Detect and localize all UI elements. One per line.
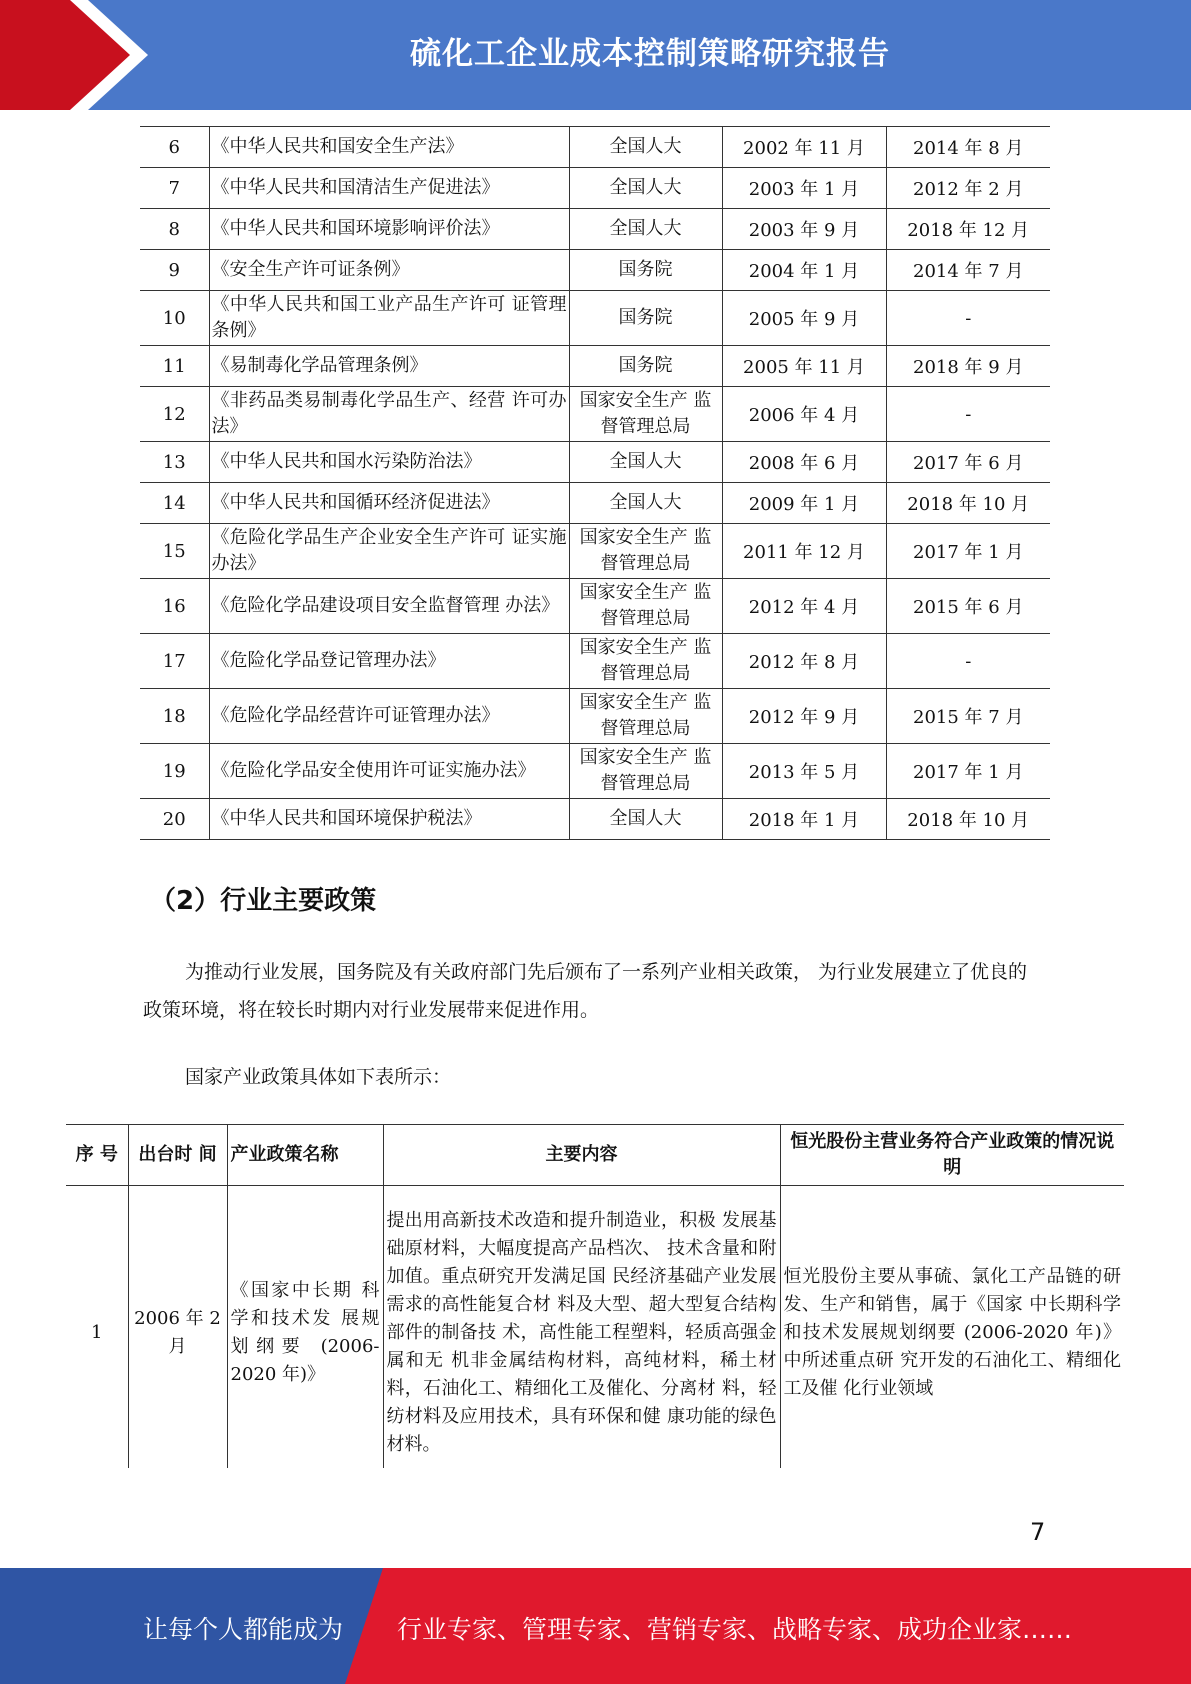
law-revised-date-cell: 2018 年 12 月: [886, 209, 1050, 250]
law-issued-date-cell: 2005 年 9 月: [722, 291, 886, 346]
page-footer: [0, 1568, 1191, 1684]
law-issued-date-cell: 2005 年 11 月: [722, 346, 886, 387]
law-no-cell: 11: [140, 346, 209, 387]
law-issuer-cell: 国家安全生产 监督管理总局: [569, 579, 722, 634]
law-issuer-cell: 国务院: [569, 346, 722, 387]
law-revised-date-cell: 2014 年 7 月: [886, 250, 1050, 291]
law-issuer-cell: 国家安全生产 监督管理总局: [569, 689, 722, 744]
law-issuer-cell: 国务院: [569, 250, 722, 291]
law-issued-date-cell: 2006 年 4 月: [722, 387, 886, 442]
table-row: [140, 689, 1050, 744]
law-revised-date-cell: -: [886, 634, 1050, 689]
law-no-cell: 13: [140, 442, 209, 483]
law-issued-date-cell: 2012 年 4 月: [722, 579, 886, 634]
law-issuer-cell: 国家安全生产 监督管理总局: [569, 634, 722, 689]
table-row: [140, 634, 1050, 689]
policy-no-cell: 1: [91, 1322, 103, 1343]
law-revised-date-cell: 2018 年 9 月: [886, 346, 1050, 387]
law-no-cell: 6: [140, 127, 209, 168]
policy-content-cell: 提出用高新技术改造和提升制造业，积极 发展基础原材料，大幅度提高产品档次、 技术含量和附加值。重点研究开发满足国 民经济基础产业发展需求的高性能复合材 料及大型、超大型复合结构部件的制备技 术，高性能工程塑料，轻质高强金属和无 机非金属结构材料，高纯材料，稀土材 料，石油化工、精细化工及催化、分离材 料，轻纺材料及应用技术，具有环保和健 康功能的绿色材料。: [383, 1198, 780, 1468]
table-row: [140, 799, 1050, 840]
law-issuer-cell: 全国人大: [569, 168, 722, 209]
table-row: [140, 209, 1050, 250]
table-row: [140, 387, 1050, 442]
law-no-cell: 20: [140, 799, 209, 840]
table-row: [140, 127, 1050, 168]
table-row: [140, 744, 1050, 799]
law-name-cell: 《中华人民共和国工业产品生产许可 证管理条例》: [209, 291, 569, 346]
law-revised-date-cell: 2012 年 2 月: [886, 168, 1050, 209]
table-row: [140, 291, 1050, 346]
law-name-cell: 《危险化学品安全使用许可证实施办法》: [209, 744, 569, 799]
law-no-cell: 16: [140, 579, 209, 634]
table-row: [140, 346, 1050, 387]
law-issuer-cell: 全国人大: [569, 209, 722, 250]
law-issued-date-cell: 2002 年 11 月: [722, 127, 886, 168]
law-name-cell: 《危险化学品建设项目安全监督管理 办法》: [209, 579, 569, 634]
law-name-cell: 《危险化学品生产企业安全生产许可 证实施办法》: [209, 524, 569, 579]
policy-note-cell: 恒光股份主要从事硫、氯化工产品链的研发、生产和销售，属于《国家 中长期科学和技术发展规划纲要 (2006-2020 年)》中所述重点研 究开发的石油化工、精细化工及催 化行业领域: [780, 1198, 1124, 1468]
law-name-cell: 《危险化学品登记管理办法》: [209, 634, 569, 689]
policy-date-cell: 2006 年 2 月: [128, 1198, 227, 1468]
law-issued-date-cell: 2009 年 1 月: [722, 483, 886, 524]
page-number: 7: [1030, 1518, 1046, 1546]
law-no-cell: 8: [140, 209, 209, 250]
footer-slogan-right: 行业专家、管理专家、营销专家、战略专家、成功企业家……: [397, 1615, 1073, 1644]
intro-paragraph: 为推动行业发展，国务院及有关政府部门先后颁布了一系列产业相关政策， 为行业发展建立了优良的政策环境，将在较长时期内对行业发展带来促进作用。: [143, 961, 1028, 1021]
law-issuer-cell: 全国人大: [569, 442, 722, 483]
law-no-cell: 9: [140, 250, 209, 291]
page-header: [0, 0, 1191, 110]
law-issued-date-cell: 2012 年 9 月: [722, 689, 886, 744]
law-issuer-cell: 国家安全生产 监督管理总局: [569, 387, 722, 442]
header-content: 主要内容: [383, 1125, 780, 1186]
law-name-cell: 《危险化学品经营许可证管理办法》: [209, 689, 569, 744]
law-issued-date-cell: 2003 年 9 月: [722, 209, 886, 250]
law-table: [140, 126, 1050, 840]
header-date: 出台时 间: [128, 1125, 227, 1186]
law-no-cell: 10: [140, 291, 209, 346]
table-row: [140, 579, 1050, 634]
law-issued-date-cell: 2004 年 1 月: [722, 250, 886, 291]
table-row: [140, 168, 1050, 209]
law-revised-date-cell: -: [886, 291, 1050, 346]
table-row: [140, 524, 1050, 579]
law-name-cell: 《中华人民共和国环境影响评价法》: [209, 209, 569, 250]
policy-table-header-row: [66, 1125, 1124, 1186]
table-row: [140, 483, 1050, 524]
law-issuer-cell: 全国人大: [569, 127, 722, 168]
law-name-cell: 《中华人民共和国安全生产法》: [209, 127, 569, 168]
report-title: 硫化工企业成本控制策略研究报告: [410, 36, 890, 72]
law-revised-date-cell: 2017 年 6 月: [886, 442, 1050, 483]
law-issuer-cell: 全国人大: [569, 799, 722, 840]
law-issuer-cell: 国家安全生产 监督管理总局: [569, 744, 722, 799]
policy-table-spacer-row: [66, 1186, 1124, 1199]
law-no-cell: 18: [140, 689, 209, 744]
table-row: [66, 1198, 1124, 1468]
law-revised-date-cell: 2014 年 8 月: [886, 127, 1050, 168]
law-revised-date-cell: 2015 年 7 月: [886, 689, 1050, 744]
law-revised-date-cell: 2017 年 1 月: [886, 524, 1050, 579]
law-name-cell: 《非药品类易制毒化学品生产、经营 许可办法》: [209, 387, 569, 442]
header-note: 恒光股份主营业务符合产业政策的情况说明: [780, 1125, 1124, 1186]
law-revised-date-cell: 2018 年 10 月: [886, 799, 1050, 840]
law-issued-date-cell: 2018 年 1 月: [722, 799, 886, 840]
header-no: 序 号: [66, 1125, 128, 1186]
law-no-cell: 7: [140, 168, 209, 209]
law-revised-date-cell: -: [886, 387, 1050, 442]
law-no-cell: 19: [140, 744, 209, 799]
footer-slogan-left: 让每个人都能成为: [143, 1615, 344, 1644]
law-name-cell: 《易制毒化学品管理条例》: [209, 346, 569, 387]
law-no-cell: 17: [140, 634, 209, 689]
law-issuer-cell: 国务院: [569, 291, 722, 346]
law-revised-date-cell: 2018 年 10 月: [886, 483, 1050, 524]
law-revised-date-cell: 2015 年 6 月: [886, 579, 1050, 634]
law-issued-date-cell: 2011 年 12 月: [722, 524, 886, 579]
section-title: （2）行业主要政策: [150, 886, 377, 916]
law-issued-date-cell: 2008 年 6 月: [722, 442, 886, 483]
law-issuer-cell: 全国人大: [569, 483, 722, 524]
law-issuer-cell: 国家安全生产 监督管理总局: [569, 524, 722, 579]
law-name-cell: 《安全生产许可证条例》: [209, 250, 569, 291]
law-name-cell: 《中华人民共和国水污染防治法》: [209, 442, 569, 483]
law-name-cell: 《中华人民共和国环境保护税法》: [209, 799, 569, 840]
law-no-cell: 12: [140, 387, 209, 442]
table-row: [140, 250, 1050, 291]
header-policy-name: 产业政策名称: [227, 1125, 383, 1186]
table-intro-paragraph: 国家产业政策具体如下表所示：: [185, 1066, 452, 1088]
law-name-cell: 《中华人民共和国清洁生产促进法》: [209, 168, 569, 209]
law-no-cell: 15: [140, 524, 209, 579]
policy-table: [66, 1124, 1124, 1468]
law-no-cell: 14: [140, 483, 209, 524]
law-issued-date-cell: 2012 年 8 月: [722, 634, 886, 689]
law-name-cell: 《中华人民共和国循环经济促进法》: [209, 483, 569, 524]
policy-name-cell: 《国家中长期 科学和技术发 展规划纲要 (2006-2020 年)》: [227, 1198, 383, 1468]
law-revised-date-cell: 2017 年 1 月: [886, 744, 1050, 799]
law-issued-date-cell: 2013 年 5 月: [722, 744, 886, 799]
law-issued-date-cell: 2003 年 1 月: [722, 168, 886, 209]
table-row: [140, 442, 1050, 483]
